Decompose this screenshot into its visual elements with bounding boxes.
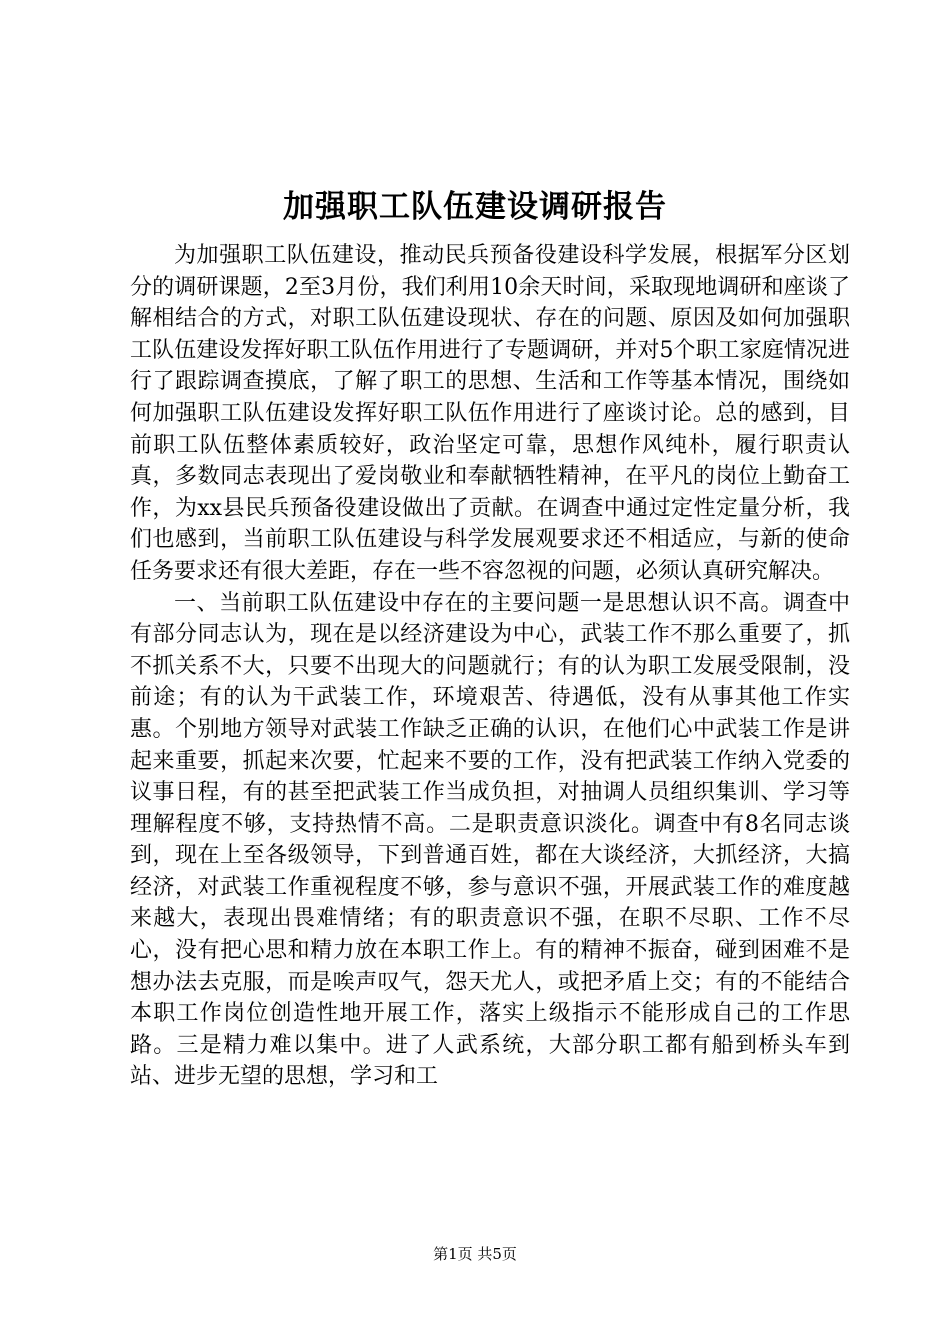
- paragraph-problems: 一、当前职工队伍建设中存在的主要问题一是思想认识不高。调查中有部分同志认为，现在是以经济建设为中心，武装工作不那么重要了，抓不抓关系不大，只要不出现大的问题就行；有的认为职工发展受限制，没前途；有的认为干武装工作，环境艰苦、待遇低，没有从事其他工作实惠。个别地方领导对武装工作缺乏正确的认识，在他们心中武装工作是讲起来重要，抓起来次要，忙起来不要的工作，没有把武装工作纳入党委的议事日程，有的甚至把武装工作当成负担，对抽调人员组织集训、学习等理解程度不够，支持热情不高。二是职责意识淡化。调查中有8名同志谈到，现在上至各级领导，下到普通百姓，都在大谈经济，大抓经济，大搞经济，对武装工作重视程度不够，参与意识不强，开展武装工作的难度越来越大，表现出畏难情绪；有的职责意识不强，在职不尽职、工作不尽心，没有把心思和精力放在本职工作上。有的精神不振奋，碰到困难不是想办法去克服，而是唉声叹气，怨天尤人，或把矛盾上交；有的不能结合本职工作岗位创造性地开展工作，落实上级指示不能形成自己的工作思路。三是精力难以集中。进了人武系统，大部分职工都有船到桥头车到站、进步无望的思想，学习和工: [130, 590, 850, 1090]
- paragraph-intro: 为加强职工队伍建设，推动民兵预备役建设科学发展，根据军分区划分的调研课题，2至3月份，我们利用10余天时间，采取现地调研和座谈了解相结合的方式，对职工队伍建设现状、存在的问题、原因及如何加强职工队伍建设发挥好职工队伍作用进行了专题调研，并对5个职工家庭情况进行了跟踪调查摸底，了解了职工的思想、生活和工作等基本情况，围绕如何加强职工队伍建设发挥好职工队伍作用进行了座谈讨论。总的感到，目前职工队伍整体素质较好，政治坚定可靠，思想作风纯朴，履行职责认真，多数同志表现出了爱岗敬业和奉献牺牲精神，在平凡的岗位上勤奋工作，为xx县民兵预备役建设做出了贡献。在调查中通过定性定量分析，我们也感到，当前职工队伍建设与科学发展观要求还不相适应，与新的使命任务要求还有很大差距，存在一些不容忽视的问题，必须认真研究解决。: [130, 243, 850, 584]
- page-footer: 第1页 共5页: [433, 1245, 517, 1263]
- document-title: 加强职工队伍建设调研报告: [283, 189, 667, 225]
- document-body: [130, 240, 850, 1093]
